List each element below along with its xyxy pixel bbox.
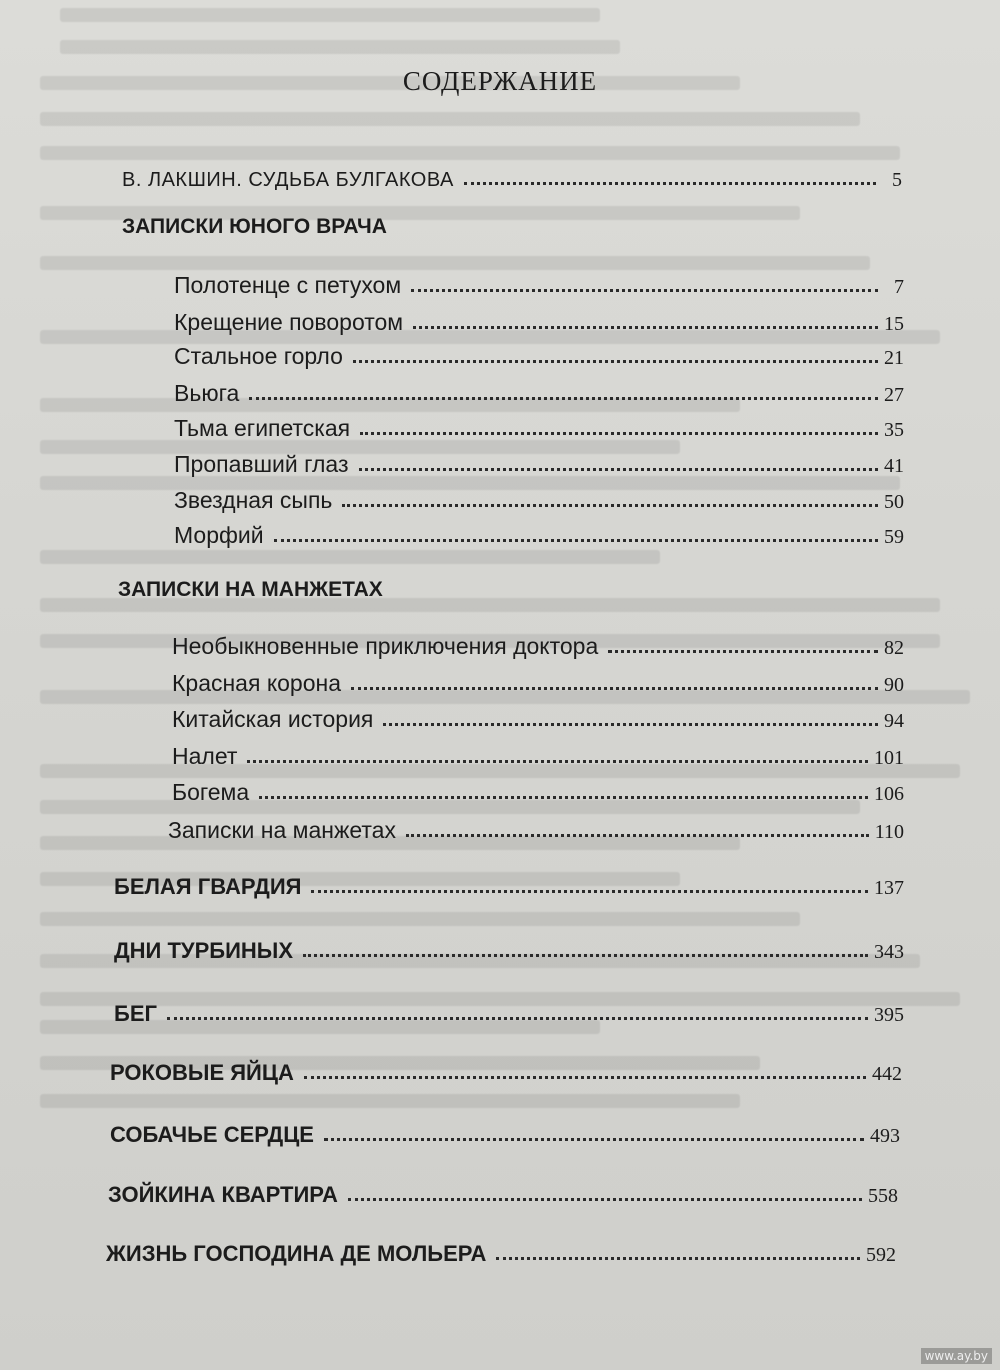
toc-page-number: 82	[884, 637, 904, 659]
toc-page-number: 35	[884, 419, 904, 441]
toc-entry-zoyka-apartment[interactable]	[108, 1174, 898, 1208]
dot-leader	[359, 468, 879, 471]
toc-entry-label: Тьма египетская	[174, 415, 351, 441]
toc-page-number: 442	[872, 1063, 902, 1085]
toc-entry-label: Крещение поворотом	[174, 309, 404, 335]
toc-entry-moliere[interactable]	[106, 1233, 896, 1267]
toc-entry-label: Вьюга	[174, 380, 240, 406]
toc-entry-label: Пропавший глаз	[174, 451, 349, 477]
section-heading-young-doctor: ЗАПИСКИ ЮНОГО ВРАЧА	[122, 215, 387, 238]
toc-entry[interactable]	[174, 444, 904, 478]
dot-leader	[342, 504, 878, 507]
contents-heading: СОДЕРЖАНИЕ	[402, 66, 598, 96]
toc-page-number: 94	[884, 710, 904, 732]
dot-leader	[324, 1138, 864, 1141]
toc-page-number: 21	[884, 347, 904, 369]
toc-entry[interactable]	[172, 699, 904, 733]
toc-entry-label: Морфий	[174, 522, 264, 548]
toc-entry-flight[interactable]	[114, 993, 904, 1027]
toc-page-number: 110	[874, 821, 904, 843]
dot-leader	[247, 760, 868, 763]
toc-entry-label: Звездная сыпь	[174, 487, 333, 513]
toc-page-number: 106	[874, 783, 904, 805]
dot-leader	[348, 1198, 862, 1201]
toc-page-number: 558	[868, 1185, 898, 1207]
toc-page-number: 41	[884, 455, 904, 477]
dot-leader	[411, 289, 878, 292]
toc-entry[interactable]	[174, 480, 904, 514]
toc-entry-label: БЕГ	[114, 1001, 157, 1026]
toc-page-number: 592	[866, 1244, 896, 1266]
toc-entry[interactable]	[168, 810, 904, 844]
dot-leader	[360, 432, 878, 435]
toc-entry-label: Китайская история	[172, 706, 374, 732]
toc-entry-label: БЕЛАЯ ГВАРДИЯ	[114, 874, 302, 899]
toc-entry[interactable]	[174, 515, 904, 549]
toc-entry[interactable]	[174, 302, 904, 336]
toc-page-number: 59	[884, 526, 904, 548]
toc-entry[interactable]	[172, 736, 904, 770]
section-heading-cuff-notes: ЗАПИСКИ НА МАНЖЕТАХ	[118, 578, 383, 601]
toc-entry-label: Стальное горло	[174, 343, 343, 369]
toc-entry-heart-of-a-dog[interactable]	[110, 1114, 900, 1148]
toc-page-number: 101	[874, 747, 904, 769]
toc-entry[interactable]	[172, 772, 904, 806]
toc-entry-label: ЗОЙКИНА КВАРТИРА	[108, 1182, 338, 1207]
toc-page-number: 7	[894, 276, 904, 298]
dot-leader	[496, 1257, 860, 1260]
dot-leader	[406, 834, 869, 837]
toc-page-number: 50	[884, 491, 904, 513]
toc-entry-white-guard[interactable]	[114, 866, 904, 900]
dot-leader	[167, 1017, 868, 1020]
dot-leader	[304, 1076, 866, 1079]
toc-entry-label: Необыкновенные приключения доктора	[172, 633, 599, 659]
toc-entry-label: СОБАЧЬЕ СЕРДЦЕ	[110, 1122, 314, 1147]
toc-page-number: 27	[884, 384, 904, 406]
toc-entry-label: В. ЛАКШИН. СУДЬБА БУЛГАКОВА	[122, 169, 454, 191]
toc-entry[interactable]	[174, 336, 904, 370]
dot-leader	[464, 182, 876, 185]
toc-entry-intro[interactable]	[122, 158, 902, 192]
toc-page-number: 395	[874, 1004, 904, 1026]
toc-page-number: 343	[874, 941, 904, 963]
toc-page-number: 15	[884, 313, 904, 335]
toc-entry-label: Налет	[172, 743, 238, 769]
toc-entry-days-of-turbins[interactable]	[114, 930, 904, 964]
toc-entry-label: Полотенце с петухом	[174, 272, 402, 298]
dot-leader	[259, 796, 868, 799]
toc-entry[interactable]	[174, 408, 904, 442]
toc-entry-label: Записки на манжетах	[168, 817, 396, 843]
toc-page-number: 493	[870, 1125, 900, 1147]
toc-entry-fatal-eggs[interactable]	[110, 1052, 902, 1086]
dot-leader	[303, 954, 868, 957]
toc-entry[interactable]	[174, 265, 904, 299]
toc-entry[interactable]	[172, 663, 904, 697]
toc-page-number: 137	[874, 877, 904, 899]
toc-page-number: 90	[884, 674, 904, 696]
toc-page-number: 5	[892, 169, 902, 191]
dot-leader	[351, 687, 878, 690]
toc-entry[interactable]	[172, 626, 904, 660]
dot-leader	[311, 890, 868, 893]
toc-entry[interactable]	[174, 373, 904, 407]
toc-entry-label: Красная корона	[172, 670, 342, 696]
dot-leader	[274, 539, 878, 542]
dot-leader	[353, 360, 878, 363]
toc-entry-label: РОКОВЫЕ ЯЙЦА	[110, 1060, 294, 1085]
watermark: www.ay.by	[921, 1348, 992, 1364]
toc-entry-label: ЖИЗНЬ ГОСПОДИНА ДЕ МОЛЬЕРА	[106, 1241, 487, 1266]
dot-leader	[249, 397, 878, 400]
toc-entry-label: ДНИ ТУРБИНЫХ	[114, 938, 294, 963]
dot-leader	[383, 723, 878, 726]
dot-leader	[608, 650, 878, 653]
dot-leader	[413, 326, 878, 329]
toc-entry-label: Богема	[172, 779, 250, 805]
